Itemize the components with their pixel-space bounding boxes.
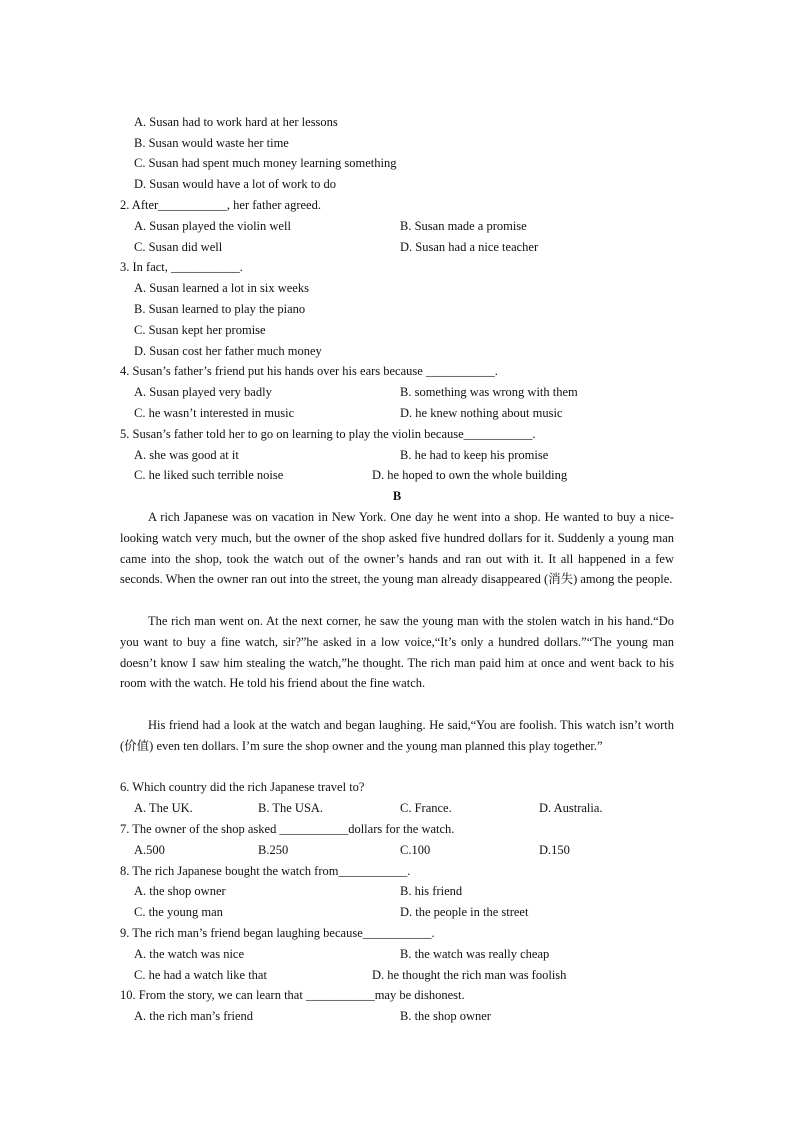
q5-option-a: A. she was good at it bbox=[134, 448, 239, 462]
q8-option-c: C. the young man bbox=[134, 905, 223, 919]
q4-option-c: C. he wasn’t interested in music bbox=[134, 406, 295, 420]
section-heading: B bbox=[392, 489, 402, 503]
q3-option-a: A. Susan learned a lot in six weeks bbox=[134, 281, 309, 295]
q1-option-b: B. Susan would waste her time bbox=[134, 136, 289, 150]
q7-option-d: D.150 bbox=[539, 843, 570, 857]
q9-option-d: D. he thought the rich man was foolish bbox=[372, 968, 567, 982]
q8-option-b: B. his friend bbox=[400, 884, 463, 898]
q5-stem: 5. Susan’s father told her to go on learning to play the violin because___________. bbox=[120, 427, 536, 441]
q3-option-d: D. Susan cost her father much money bbox=[134, 344, 322, 358]
q4-option-a: A. Susan played very badly bbox=[134, 385, 272, 399]
q8-stem: 8. The rich Japanese bought the watch from___________. bbox=[120, 864, 411, 878]
q10-stem: 10. From the story, we can learn that ___________may be dishonest. bbox=[120, 988, 465, 1002]
q5-option-c: C. he liked such terrible noise bbox=[134, 468, 284, 482]
q2-option-b: B. Susan made a promise bbox=[400, 219, 527, 233]
q3-stem: 3. In fact, ___________. bbox=[120, 260, 243, 274]
q2-option-c: C. Susan did well bbox=[134, 240, 223, 254]
q7-option-c: C.100 bbox=[400, 843, 431, 857]
q2-option-a: A. Susan played the violin well bbox=[134, 219, 291, 233]
q6-stem: 6. Which country did the rich Japanese travel to? bbox=[120, 780, 365, 794]
q3-option-b: B. Susan learned to play the piano bbox=[134, 302, 306, 316]
q6-option-a: A. The UK. bbox=[134, 801, 193, 815]
q4-stem: 4. Susan’s father’s friend put his hands over his ears because ___________. bbox=[120, 364, 498, 378]
q1-option-a: A. Susan had to work hard at her lessons bbox=[134, 115, 338, 129]
q1-option-c: C. Susan had spent much money learning something bbox=[134, 156, 397, 170]
q7-stem: 7. The owner of the shop asked ___________dollars for the watch. bbox=[120, 822, 455, 836]
q5-option-b: B. he had to keep his promise bbox=[400, 448, 549, 462]
q6-option-c: C. France. bbox=[400, 801, 452, 815]
q5-option-d: D. he hoped to own the whole building bbox=[372, 468, 568, 482]
q10-option-b: B. the shop owner bbox=[400, 1009, 491, 1023]
q9-stem: 9. The rich man’s friend began laughing because___________. bbox=[120, 926, 435, 940]
q2-stem: 2. After___________, her father agreed. bbox=[120, 198, 321, 212]
q7-option-b: B.250 bbox=[258, 843, 289, 857]
passage-paragraph-1: A rich Japanese was on vacation in New York. One day he went into a shop. He wanted to buy a nice-looking watch very much, but the owner of the shop asked five hundred dollars for it. Suddenly a young man came into the shop, took the watch out of the owner’s hands and ran out with it. It all happened in a few seconds. When the owner ran out into the street, the young man already disappeared (消失) among the people. bbox=[120, 510, 674, 587]
q9-option-a: A. the watch was nice bbox=[134, 947, 245, 961]
q7-option-a: A.500 bbox=[134, 843, 165, 857]
q4-option-d: D. he knew nothing about music bbox=[400, 406, 563, 420]
passage-paragraph-3: His friend had a look at the watch and began laughing. He said,“You are foolish. This watch isn’t worth (价值) even ten dollars. I’m sure the shop owner and the young man planned this play together.” bbox=[120, 718, 674, 753]
q9-option-b: B. the watch was really cheap bbox=[400, 947, 550, 961]
q8-option-d: D. the people in the street bbox=[400, 905, 529, 919]
q4-option-b: B. something was wrong with them bbox=[400, 385, 578, 399]
passage-paragraph-2: The rich man went on. At the next corner, he saw the young man with the stolen watch in his hand.“Do you want to buy a fine watch, sir?”he asked in a low voice,“It’s only a hundred dollars.”“The young man doesn’t know I saw him stealing the watch,”he thought. The rich man paid him at once and went back to his room with the watch. He told his friend about the fine watch. bbox=[120, 614, 674, 691]
q10-option-a: A. the rich man’s friend bbox=[134, 1009, 254, 1023]
q2-option-d: D. Susan had a nice teacher bbox=[400, 240, 539, 254]
q9-option-c: C. he had a watch like that bbox=[134, 968, 267, 982]
q6-option-d: D. Australia. bbox=[539, 801, 603, 815]
q6-option-b: B. The USA. bbox=[258, 801, 324, 815]
q1-option-d: D. Susan would have a lot of work to do bbox=[134, 177, 337, 191]
q8-option-a: A. the shop owner bbox=[134, 884, 226, 898]
q3-option-c: C. Susan kept her promise bbox=[134, 323, 266, 337]
